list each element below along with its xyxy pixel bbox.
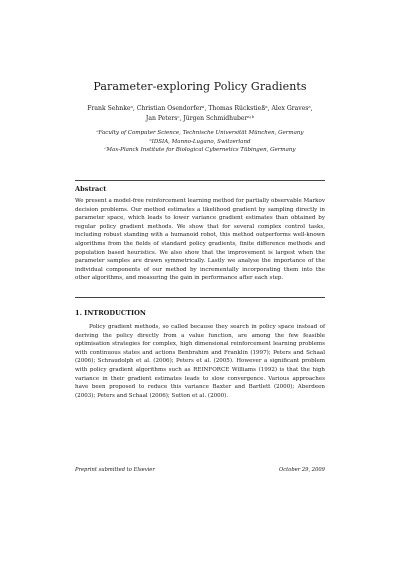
- footer-preprint-note: Preprint submitted to Elsevier: [75, 467, 155, 473]
- affiliation-a: ᵃFaculty of Computer Science, Technische Universität München, Germany: [96, 130, 304, 136]
- footer-date: October 29, 2009: [279, 467, 325, 473]
- affiliation-list: [40, 129, 360, 155]
- paper-title: Parameter-exploring Policy Gradients: [93, 80, 307, 93]
- abstract-text: We present a model-free reinforcement learning method for partially observable Markov decision problems. Our method estimates a likelihood gradient by sampling directly in parameter space, which leads to lower variance gradient estimates than obtained by regular policy gradient methods. We show that for several complex control tasks, including robust standing with a humanoid robot, this method outperforms well-known algorithms from the fields of standard policy gradients, finite difference methods and population based heuristics. We also show that the improvement is largest when the parameter samples are drawn symmetrically. Lastly we analyse the importance of the individual components of our method by incrementally incorporating them into the other algorithms, and measuring the gain in performance after each step.: [75, 198, 325, 282]
- affiliation-c: ᶜMax-Planck Institute for Biological Cybernetics Tübingen, Germany: [104, 147, 296, 154]
- abstract-top-rule: [75, 180, 325, 181]
- affiliation-b: ᵇIDSIA, Manno-Lugano, Switzerland: [149, 138, 251, 145]
- authors-line-2: Jan Petersᶜ, Jürgen Schmidhuberᵃ˒ᵇ: [145, 115, 255, 122]
- section-heading: 1. INTRODUCTION: [75, 309, 146, 317]
- abstract-bottom-rule: [75, 297, 325, 298]
- authors-line-1: Frank Sehnkeᵃ, Christian Osendorferᵃ, Thomas Rückstießᵃ, Alex Gravesᵃ,: [87, 105, 313, 112]
- author-list: [40, 104, 360, 124]
- abstract-heading: Abstract: [75, 185, 107, 193]
- section-paragraph: Policy gradient methods, so called because they search in policy space instead of deriving the policy directly from a value function, are among the few feasible optimisation strategies for complex, high dimensional reinforcement learning problems with continuous states and actions Benbrahim and Franklin (1997); Peters and Schaal (2006); Schraudolph et al. (2006); Peters et al. (2005). However a significant problem with policy gradient algorithms such as REINFORCE Williams (1992) is that the high variance in their gradient estimates leads to slow convergence. Various approaches have been proposed to reduce this variance Baxter and Bartlett (2000); Aberdeen (2003); Peters and Schaal (2006); Sutton et al. (2000).: [75, 324, 325, 399]
